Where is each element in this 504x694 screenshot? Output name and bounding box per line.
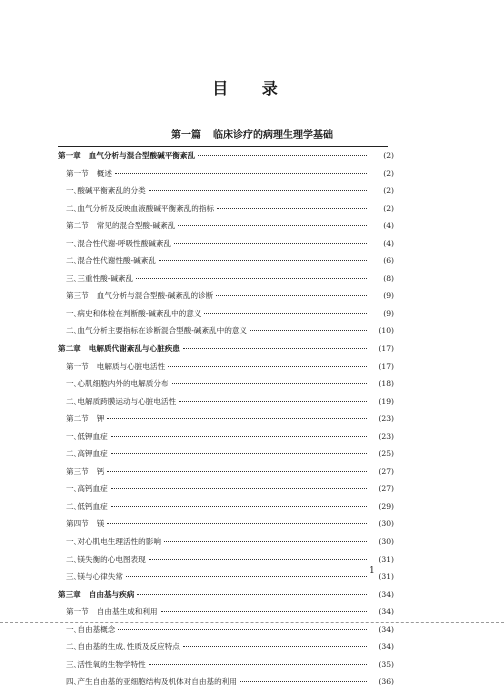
dot-leader	[159, 260, 367, 261]
dot-leader	[168, 366, 367, 367]
toc-entry-label: 第一节	[66, 168, 89, 178]
toc-item-row	[58, 554, 394, 572]
toc-item-row	[58, 203, 394, 221]
toc-entry-title: 一､低钾血症	[66, 431, 108, 441]
toc-entry-label: 第三节	[66, 466, 89, 476]
toc-entry-title: 一､自由基概念	[66, 624, 116, 634]
dot-leader	[204, 313, 367, 314]
dot-leader	[111, 506, 367, 507]
toc-entry-title: 二､血气分析主要指标在诊断混合型酸-碱紊乱中的意义	[66, 326, 248, 336]
toc-item-row	[58, 536, 394, 554]
dot-leader	[149, 190, 367, 191]
dot-leader	[149, 664, 367, 665]
toc-entry-title: 二､血气分析及反映血液酸碱平衡紊乱的指标	[66, 203, 215, 213]
dot-leader	[164, 541, 367, 542]
toc-page-number: (2)	[383, 203, 394, 213]
toc-page-number: (36)	[378, 677, 394, 687]
toc-item-row	[58, 483, 394, 501]
toc-page-number: (10)	[378, 326, 394, 336]
dot-leader	[111, 436, 367, 437]
dot-leader	[174, 243, 367, 244]
dot-leader	[136, 278, 367, 279]
dot-leader	[107, 418, 367, 419]
toc-page-number: (34)	[378, 642, 394, 652]
dot-leader	[137, 594, 367, 595]
toc-chapter-row	[58, 343, 394, 361]
toc-page-number: (9)	[383, 308, 394, 318]
toc-item-row	[58, 273, 394, 291]
toc-section-row	[58, 361, 394, 379]
dot-leader	[107, 471, 367, 472]
toc-entry-title: 电解质与心脏电活性	[96, 361, 166, 371]
dot-leader	[198, 155, 367, 156]
dot-leader	[115, 173, 367, 174]
toc-page-number: (34)	[378, 624, 394, 634]
toc-page-number: (34)	[378, 607, 394, 617]
toc-page-number: (31)	[378, 554, 394, 564]
toc-item-row	[58, 448, 394, 466]
part-heading	[0, 126, 504, 141]
toc-entry-title: 电解质代谢紊乱与心脏疾患	[88, 344, 180, 354]
toc-entry-label: 第四节	[66, 519, 89, 529]
toc-page-number: (31)	[378, 572, 394, 582]
toc-chapter-row	[58, 150, 394, 168]
toc-page-number: (17)	[378, 361, 394, 371]
toc-entry-title: 钙	[96, 466, 105, 476]
toc-list	[58, 150, 394, 694]
toc-section-row	[58, 466, 394, 484]
toc-entry-title: 一､混合性代谢-呼吸性酸碱紊乱	[66, 238, 172, 248]
toc-entry-title: 四､产生自由基的亚细胞结构及机体对自由基的利用	[66, 677, 237, 687]
toc-page-number: (27)	[378, 484, 394, 494]
toc-entry-title: 一､心肌细胞内外的电解质分布	[66, 379, 169, 389]
page-number: 1	[369, 566, 375, 576]
toc-section-row	[58, 220, 394, 238]
toc-entry-title: 二､高钾血症	[66, 449, 108, 459]
heading-rule	[58, 146, 388, 147]
toc-item-row	[58, 378, 394, 396]
toc-entry-label: 第一节	[66, 361, 89, 371]
toc-entry-title: 三､活性氧的生物学特性	[66, 659, 146, 669]
toc-item-row	[58, 255, 394, 273]
dot-leader	[216, 295, 367, 296]
toc-page-number: (18)	[378, 379, 394, 389]
toc-page-number: (17)	[378, 344, 394, 354]
toc-page-number: (19)	[378, 396, 394, 406]
dot-leader	[111, 488, 367, 489]
toc-item-row	[58, 238, 394, 256]
toc-entry-title: 二､电解质跨膜运动与心脏电活性	[66, 396, 177, 406]
toc-section-row	[58, 413, 394, 431]
toc-entry-label: 第一章	[58, 151, 81, 160]
toc-section-row	[58, 518, 394, 536]
toc-page-number: (4)	[383, 238, 394, 248]
toc-page-number: (27)	[378, 466, 394, 476]
toc-page-number: (23)	[378, 431, 394, 441]
toc-chapter-row	[58, 589, 394, 607]
dot-leader	[126, 576, 367, 577]
toc-item-row	[58, 396, 394, 414]
dot-leader	[178, 225, 367, 226]
dot-leader	[118, 629, 367, 630]
toc-entry-title: 二､低钙血症	[66, 501, 108, 511]
toc-item-row	[58, 571, 394, 589]
toc-item-row	[58, 185, 394, 203]
toc-page-number: (35)	[378, 659, 394, 669]
toc-section-row	[58, 168, 394, 186]
toc-entry-title: 血气分析与混合型酸-碱紊乱的诊断	[96, 291, 214, 301]
dot-leader	[250, 330, 367, 331]
toc-page-number: (4)	[383, 221, 394, 231]
toc-entry-label: 第一节	[66, 607, 89, 617]
toc-page-number: (34)	[378, 589, 394, 599]
toc-item-row	[58, 431, 394, 449]
toc-section-row	[58, 290, 394, 308]
dot-leader	[149, 559, 367, 560]
toc-entry-label: 第二节	[66, 221, 89, 231]
toc-page-number: (30)	[378, 537, 394, 547]
toc-entry-title: 一､高钙血症	[66, 484, 108, 494]
dot-leader	[107, 523, 367, 524]
toc-entry-title: 常见的混合型酸-碱紊乱	[96, 221, 176, 231]
toc-entry-title: 一､酸碱平衡紊乱的分类	[66, 186, 146, 196]
toc-entry-title: 血气分析与混合型酸碱平衡紊乱	[88, 151, 196, 160]
toc-page-number: (6)	[383, 256, 394, 266]
toc-entry-title: 自由基生成和利用	[96, 607, 158, 617]
scan-edge-divider	[0, 622, 504, 623]
toc-page-number: (2)	[383, 151, 394, 160]
dot-leader	[183, 646, 367, 647]
toc-entry-title: 一､病史和体检在判断酸-碱紊乱中的意义	[66, 308, 202, 318]
toc-entry-title: 概述	[96, 168, 112, 178]
dot-leader	[111, 453, 367, 454]
toc-item-row	[58, 501, 394, 519]
toc-page-number: (25)	[378, 449, 394, 459]
toc-entry-label: 第三章	[58, 589, 81, 599]
dot-leader	[240, 681, 367, 682]
dot-leader	[183, 348, 367, 349]
toc-page-number: (23)	[378, 414, 394, 424]
toc-item-row	[58, 676, 394, 694]
toc-item-row	[58, 308, 394, 326]
toc-entry-title: 镁	[96, 519, 105, 529]
dot-leader	[179, 401, 367, 402]
toc-page-number: (8)	[383, 273, 394, 283]
toc-entry-label: 第三节	[66, 291, 89, 301]
toc-entry-label: 第二节	[66, 414, 89, 424]
toc-item-row	[58, 624, 394, 642]
toc-entry-title: 三､三重性酸-碱紊乱	[66, 273, 134, 283]
part-title: 临床诊疗的病理生理学基础	[213, 130, 333, 141]
toc-entry-title: 一､对心肌电生理活性的影响	[66, 537, 161, 547]
toc-entry-title: 钾	[96, 414, 105, 424]
dot-leader	[161, 611, 367, 612]
toc-page-number: (9)	[383, 291, 394, 301]
toc-item-row	[58, 325, 394, 343]
page-title: 目 录	[212, 79, 292, 98]
part-label: 第一篇	[171, 130, 201, 141]
dot-leader	[172, 383, 367, 384]
toc-entry-title: 三､镁与心律失常	[66, 572, 123, 582]
toc-entry-title: 自由基与疾病	[88, 589, 135, 599]
toc-item-row	[58, 641, 394, 659]
toc-page-number: (29)	[378, 501, 394, 511]
toc-entry-title: 二､自由基的生成､性质及反应特点	[66, 642, 180, 652]
toc-entry-title: 二､混合性代谢性酸-碱紊乱	[66, 256, 156, 266]
toc-page-number: (2)	[383, 186, 394, 196]
toc-item-row	[58, 659, 394, 677]
toc-entry-label: 第二章	[58, 344, 81, 354]
toc-page-number: (2)	[383, 168, 394, 178]
toc-entry-title: 二､镁失衡的心电图表现	[66, 554, 146, 564]
toc-page-number: (30)	[378, 519, 394, 529]
dot-leader	[217, 208, 367, 209]
